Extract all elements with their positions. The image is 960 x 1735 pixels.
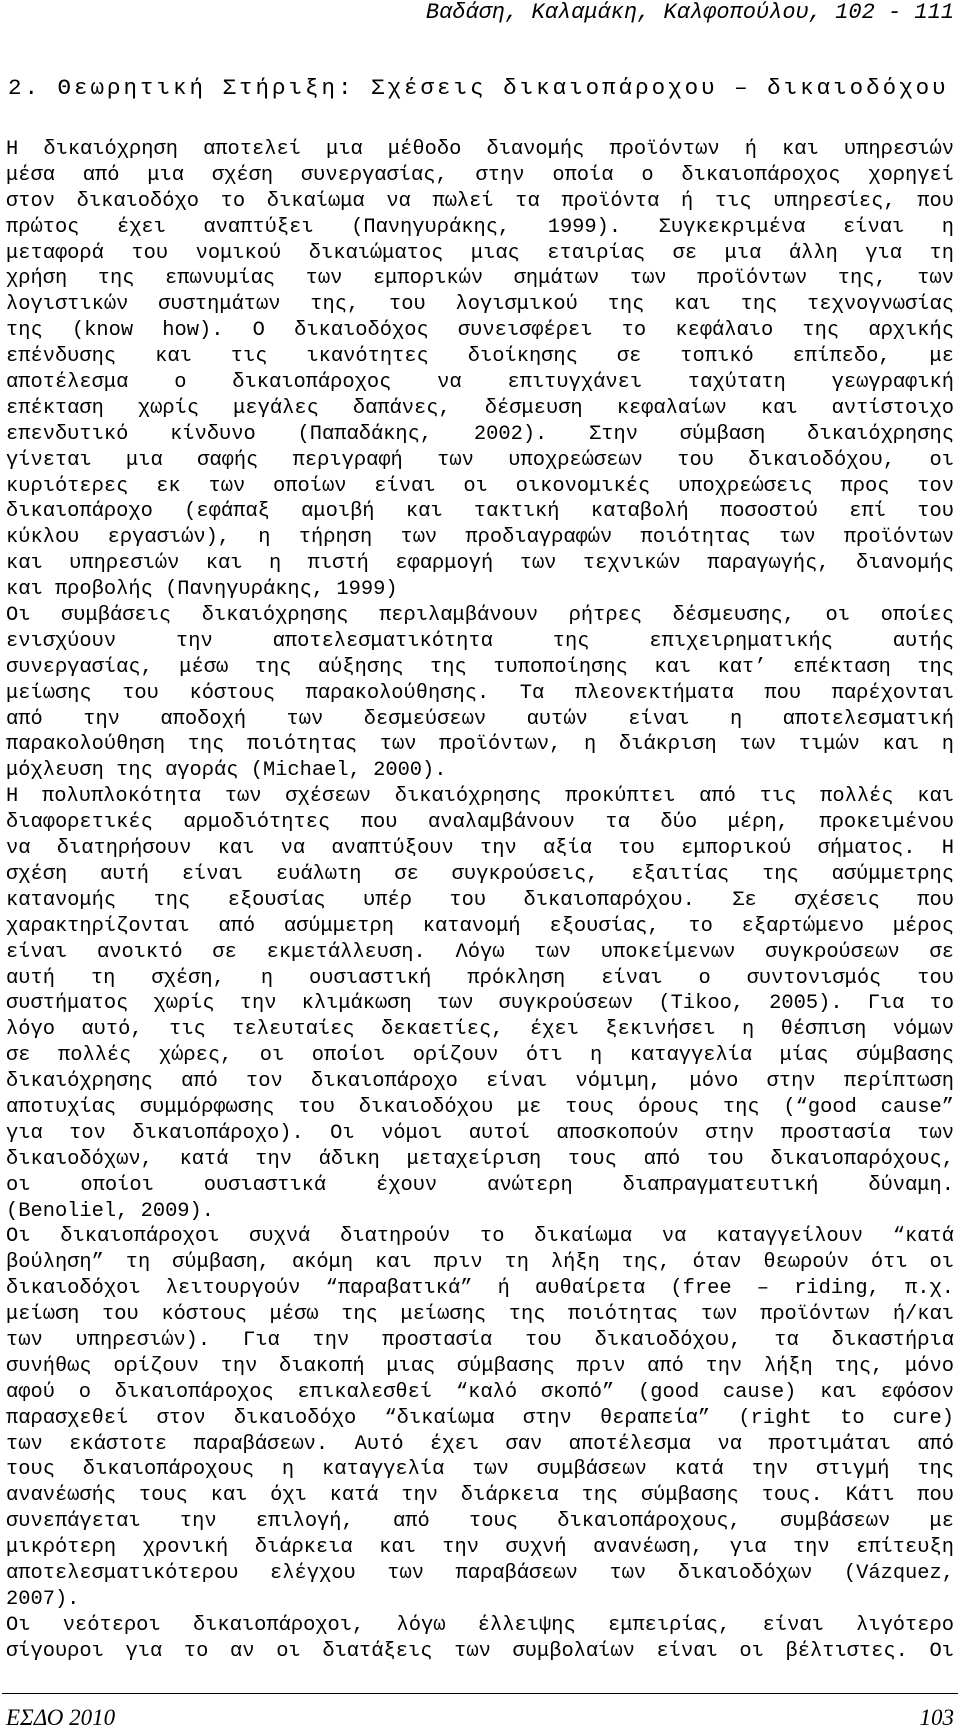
text-line: μέσα από μια σχέση συνεργασίας, στην οποία ο δικαιοπάροχος χορηγεί [6, 163, 954, 187]
text-line: κύκλου εργασιών), η τήρηση των προδιαγραφών ποιότητας των προϊόντων [6, 526, 954, 550]
text-line: δικαιόχρησης από τον δικαιοπάροχο είναι νόμιμη, μόνο στην περίπτωση [6, 1070, 954, 1094]
text-line: (Benoliel, 2009). [6, 1199, 215, 1223]
text-line: διαφορετικές αρμοδιότητες που αναλαμβάνουν τα δύο μέρη, προκειμένου [6, 811, 954, 835]
text-line: από την αποδοχή των δεσμεύσεων αυτών είναι η αποτελεσματική [6, 707, 954, 731]
text-line: Οι συμβάσεις δικαιόχρησης περιλαμβάνουν ρήτρες δέσμευσης, οι οποίες [6, 604, 954, 628]
paragraph-1 [6, 137, 954, 603]
page-footer [6, 1704, 954, 1732]
text-line: στον δικαιοδόχο το δικαίωμα να πωλεί τα προϊόντα ή τις υπηρεσίες, που [6, 189, 954, 213]
text-line: ενισχύουν την αποτελεσματικότητα της επιχειρηματικής αυτής [6, 629, 954, 653]
text-line: των υπηρεσιών). Για την προστασία του δικαιοδόχου, τα δικαστήρια [6, 1328, 954, 1352]
text-line: και υπηρεσιών και η πιστή εφαρμογή των τεχνικών παραγωγής, διανομής [6, 552, 954, 576]
text-line: χαρακτηρίζονται από ασύμμετρη κατανομή εξουσίας, το εξαρτώμενο μέρος [6, 914, 954, 938]
text-line: βούληση” τη σύμβαση, ακόμη και πριν τη λήξη της, όταν θεωρούν ότι οι [6, 1251, 954, 1275]
section-heading: 2. Θεωρητική Στήριξη: Σχέσεις δικαιοπάροχου – δικαιοδόχου [8, 75, 949, 101]
text-line: δικαιοδόχων, κατά την άδικη μεταχείριση τους από του δικαιοπαρόχους, [6, 1147, 954, 1171]
text-line: δικαιοπάροχο (εφάπαξ αμοιβή και τακτική καταβολή ποσοστού επί του [6, 500, 954, 524]
text-line: συνήθως ορίζουν την διακοπή μιας σύμβασης πριν από την λήξη της, μόνο [6, 1354, 954, 1378]
text-line: παρασχεθεί στον δικαιοδόχο “δικαίωμα στην θεραπεία” (right to cure) [6, 1406, 954, 1430]
text-line: τους δικαιοπάροχους η καταγγελία των συμβάσεων κατά την στιγμή της [6, 1458, 954, 1482]
text-line: λόγο αυτό, τις τελευταίες δεκαετίες, έχει ξεκινήσει η θέσπιση νόμων [6, 1018, 954, 1042]
text-line: Οι δικαιοπάροχοι συχνά διατηρούν το δικαίωμα να καταγγείλουν “κατά [6, 1225, 954, 1249]
text-line: αυτή τη σχέση, η ουσιαστική πρόκληση είναι ο συντονισμός του [6, 966, 954, 990]
text-line: δικαιοδόχοι λειτουργούν “παραβατικά” ή αυθαίρετα (free – riding, π.χ. [6, 1277, 954, 1301]
text-line: μεταφορά του νομικού δικαιώματος μιας εταιρίας σε μια άλλη για τη [6, 241, 954, 265]
text-line: αποτελεσματικότερου ελέγχου των παραβάσεων των δικαιοδόχων (Vázquez, [6, 1561, 954, 1585]
text-line: αποτυχίας συμμόρφωσης του δικαιοδόχου με τους όρους της (“good cause” [6, 1095, 954, 1119]
text-line: επενδυτικό κίνδυνο (Παπαδάκης, 2002). Στην σύμβαση δικαιόχρησης [6, 422, 954, 446]
body-text [6, 137, 954, 1665]
text-line: αφού ο δικαιοπάροχος επικαλεσθεί “καλό σκοπό” (good cause) και εφόσον [6, 1380, 954, 1404]
text-line: μικρότερη χρονική διάρκεια και την συχνή ανανέωση, για την επίτευξη [6, 1536, 954, 1560]
text-line: χρήση της επωνυμίας των εμπορικών σημάτων των προϊόντων της, των [6, 267, 954, 291]
page-number: 103 [919, 1705, 954, 1730]
text-line: να διατηρήσουν και να αναπτύξουν την αξία του εμπορικού σήματος. Η [6, 837, 954, 861]
text-line: σε πολλές χώρες, οι οποίοι ορίζουν ότι η καταγγελία μίας σύμβασης [6, 1044, 954, 1068]
text-line: συνεργασίας, μέσω της αύξησης της τυποποίησης και κατ’ επέκταση της [6, 655, 954, 679]
text-line: σίγουροι για το αν οι διατάξεις των συμβολαίων είναι οι βέλτιστες. Οι [6, 1639, 954, 1663]
conference-label: ΕΣΔΟ 2010 [6, 1705, 116, 1730]
text-line: επένδυσης και τις ικανότητες διοίκησης σε τοπικό επίπεδο, με [6, 345, 954, 369]
text-line: συστήματος χωρίς την κλιμάκωση των συγκρούσεων (Tikoo, 2005). Για το [6, 992, 954, 1016]
text-line: είναι ανοικτό σε εκμετάλλευση. Λόγω των υποκείμενων συγκρούσεων σε [6, 940, 954, 964]
text-line: της (know how). Ο δικαιοδόχος συνεισφέρει το κεφάλαιο της αρχικής [6, 319, 954, 343]
text-line: κατανομής της εξουσίας υπέρ του δικαιοπαρόχου. Σε σχέσεις που [6, 888, 954, 912]
text-line: κυριότερες εκ των οποίων είναι οι οικονομικές υποχρεώσεις προς τον [6, 474, 954, 498]
text-line: ανανέωσής τους και όχι κατά την διάρκεια της σύμβασης τους. Κάτι που [6, 1484, 954, 1508]
text-line: για τον δικαιοπάροχο). Οι νόμοι αυτοί αποσκοπούν στην προστασία των [6, 1121, 954, 1145]
text-line: λογιστικών συστημάτων της, του λογισμικού της και της τεχνογνωσίας [6, 293, 954, 317]
paragraph-4 [6, 1224, 954, 1612]
footer-rule [2, 1693, 958, 1694]
text-line: επέκταση χωρίς μεγάλες δαπάνες, δέσμευση κεφαλαίων και αντίστοιχο [6, 396, 954, 420]
text-line: Η πολυπλοκότητα των σχέσεων δικαιόχρησης προκύπτει από τις πολλές και [6, 785, 954, 809]
text-line: πρώτος έχει αναπτύξει (Πανηγυράκης, 1999). Συγκεκριμένα είναι η [6, 215, 954, 239]
text-line: Η δικαιόχρηση αποτελεί μια μέθοδο διανομής προϊόντων ή και υπηρεσιών [6, 138, 954, 161]
text-line: παρακολούθηση της ποιότητας των προϊόντων, η διάκριση των τιμών και η [6, 733, 954, 757]
text-line: των εκάστοτε παραβάσεων. Αυτό έχει σαν αποτέλεσμα να προτιμάται από [6, 1432, 954, 1456]
text-line: μείωσης του κόστους παρακολούθησης. Τα πλεονεκτήματα που παρέχονται [6, 681, 954, 705]
text-line: και προβολής (Πανηγυράκης, 1999) [6, 578, 398, 602]
text-line: 2007). [6, 1587, 80, 1611]
paragraph-5 [6, 1613, 954, 1665]
text-line: μόχλευση της αγοράς (Michael, 2000). [6, 759, 447, 783]
paragraph-2 [6, 603, 954, 784]
text-line: γίνεται μια σαφής περιγραφή των υποχρεώσεων του δικαιοδόχου, οι [6, 448, 954, 472]
running-head: Βαδάση, Καλαμάκη, Καλφοπούλου, 102 - 111 [425, 0, 954, 25]
paragraph-3 [6, 784, 954, 1224]
text-line: σχέση αυτή είναι ευάλωτη σε συγκρούσεις, εξαιτίας της ασύμμετρης [6, 862, 954, 886]
text-line: μείωση του κόστους μέσω της μείωσης της ποιότητας των προϊόντων ή/και [6, 1303, 954, 1327]
text-line: αποτέλεσμα ο δικαιοπάροχος να επιτυγχάνει ταχύτατη γεωγραφική [6, 371, 954, 395]
text-line: συνεπάγεται την επιλογή, από τους δικαιοπάροχους, συμβάσεων με [6, 1510, 954, 1534]
text-line: Οι νεότεροι δικαιοπάροχοι, λόγω έλλειψης εμπειρίας, είναι λιγότερο [6, 1613, 954, 1637]
text-line: οι οποίοι ουσιαστικά έχουν ανώτερη διαπραγματευτική δύναμη. [6, 1173, 954, 1197]
